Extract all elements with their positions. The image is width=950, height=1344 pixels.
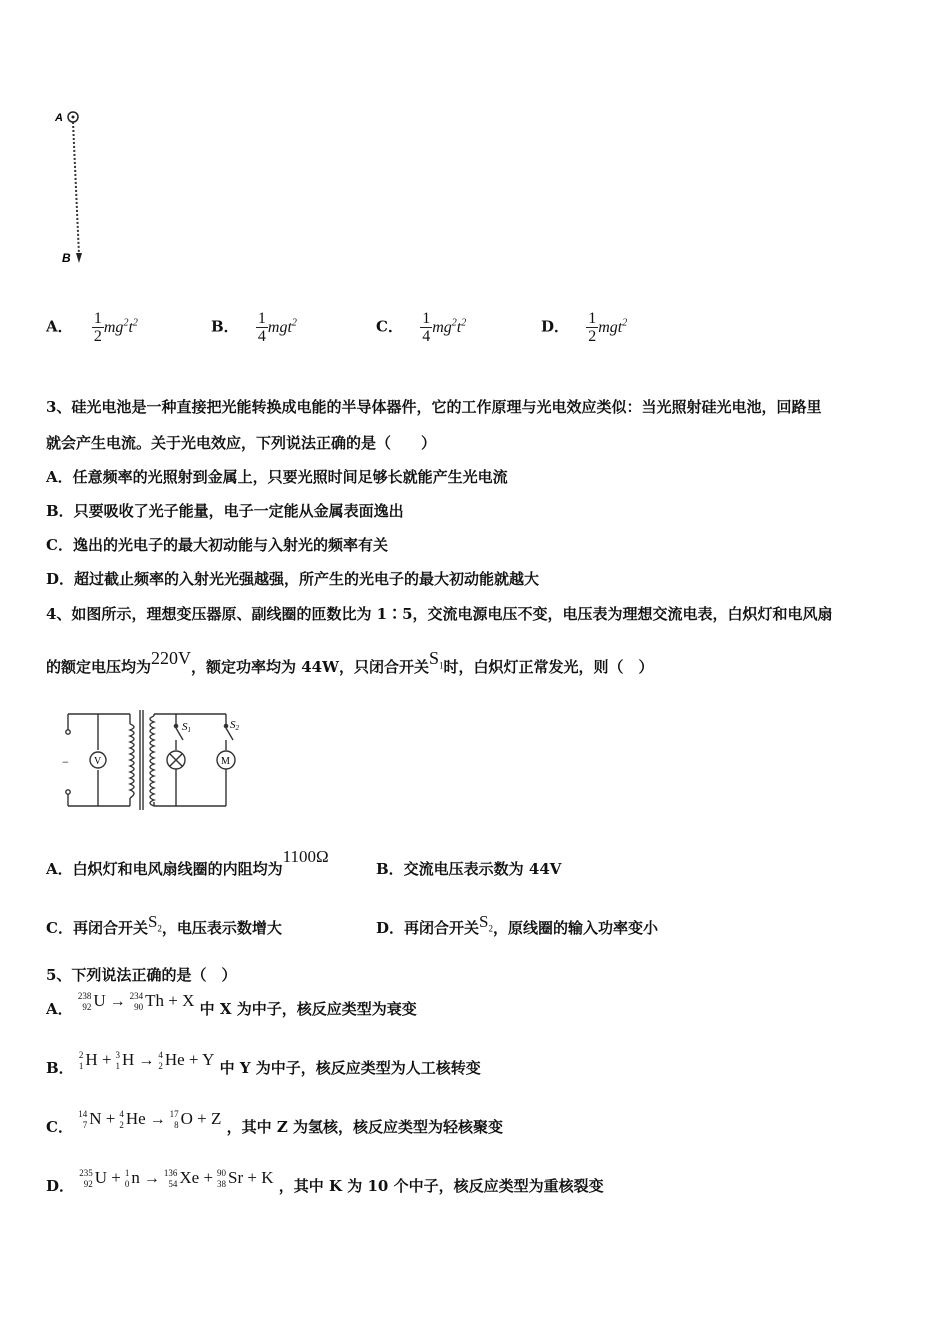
svg-text:S1: S1 <box>182 721 191 734</box>
q3-option-b: B．只要吸收了光子能量，电子一定能从金属表面逸出 <box>46 502 404 520</box>
q3-option-a: A．任意频率的光照射到金属上，只要光照时间足够长就能产生光电流 <box>46 468 508 486</box>
svg-text:M: M <box>221 756 230 767</box>
q4-stem-line2: 的额定电压均为220V，额定功率均为 44W，只闭合开关$S_1$时，白炽灯正常发光，则（ ） <box>46 648 654 676</box>
q2-option-d: D． $\frac{1}{2}$ mgt$^2$ <box>541 310 628 345</box>
q4-option-b: B．交流电压表示数为 44V <box>376 860 562 878</box>
q4-option-a: A．白炽灯和电风扇线圈的内阻均为1100Ω <box>46 847 329 878</box>
figure-label-a: A <box>55 112 63 124</box>
figure-a-to-b <box>50 105 100 270</box>
q2-option-a: A． $\frac{1}{2}$ $mg^2t^2$ <box>46 310 138 345</box>
q4-stem-line1: 4、如图所示，理想变压器原、副线圈的匝数比为 1∶5，交流电源电压不变，电压表为理想交流电表，白炽灯和电风扇 <box>46 605 833 623</box>
q3-stem-line2: 就会产生电流。关于光电效应，下列说法正确的是（ ） <box>46 434 437 452</box>
q4-option-c: C．再闭合开关$S_2$，电压表示数增大 <box>46 912 282 937</box>
q2-option-c: C． $\frac{1}{4}$ $mg^2t^2$ <box>376 310 467 345</box>
q3-option-d: D．超过截止频率的入射光光强越强，所产生的光电子的最大初动能就越大 <box>46 570 540 588</box>
q5-option-c: C． 14 7 N + 4 2 He → 17 8 O + Z ，其中 Z 为氢核，核反应类型为轻核聚变 <box>46 1109 504 1136</box>
dotted-trajectory <box>73 122 79 255</box>
svg-text:−: − <box>62 755 69 769</box>
figure-label-b: B <box>62 251 71 265</box>
q3-option-c: C．逸出的光电子的最大初动能与入射光的频率有关 <box>46 536 388 554</box>
q2-option-b: B． $\frac{1}{4}$ mgt$^2$ <box>211 310 297 345</box>
svg-text:V: V <box>94 756 102 767</box>
arrow-down-icon <box>76 253 82 263</box>
q3-stem-line1: 3、硅光电池是一种直接把光能转换成电能的半导体器件，它的工作原理与光电效应类似：当光照射硅光电池，回路里 <box>46 398 822 416</box>
q5-stem: 5、下列说法正确的是（ ） <box>46 966 237 984</box>
q5-option-b: B． 2 1 H + 3 1 H → 4 2 He + Y 中 Y 为中子，核反应类型为人工核转变 <box>46 1050 481 1077</box>
transformer-circuit-diagram <box>58 706 248 810</box>
q4-option-d: D．再闭合开关$S_2$，原线圈的输入功率变小 <box>376 912 658 937</box>
svg-text:S2: S2 <box>230 719 239 732</box>
q5-option-d: D． 235 92 U + 1 0 n → 136 54 Xe + 90 38 Sr + K ，其中 K 为 10 个中子，核反应类型为重核裂变 <box>46 1168 604 1195</box>
q5-option-a: A． 238 92 U → 234 90 Th + X 中 X 为中子，核反应类型为衰变 <box>46 991 417 1018</box>
